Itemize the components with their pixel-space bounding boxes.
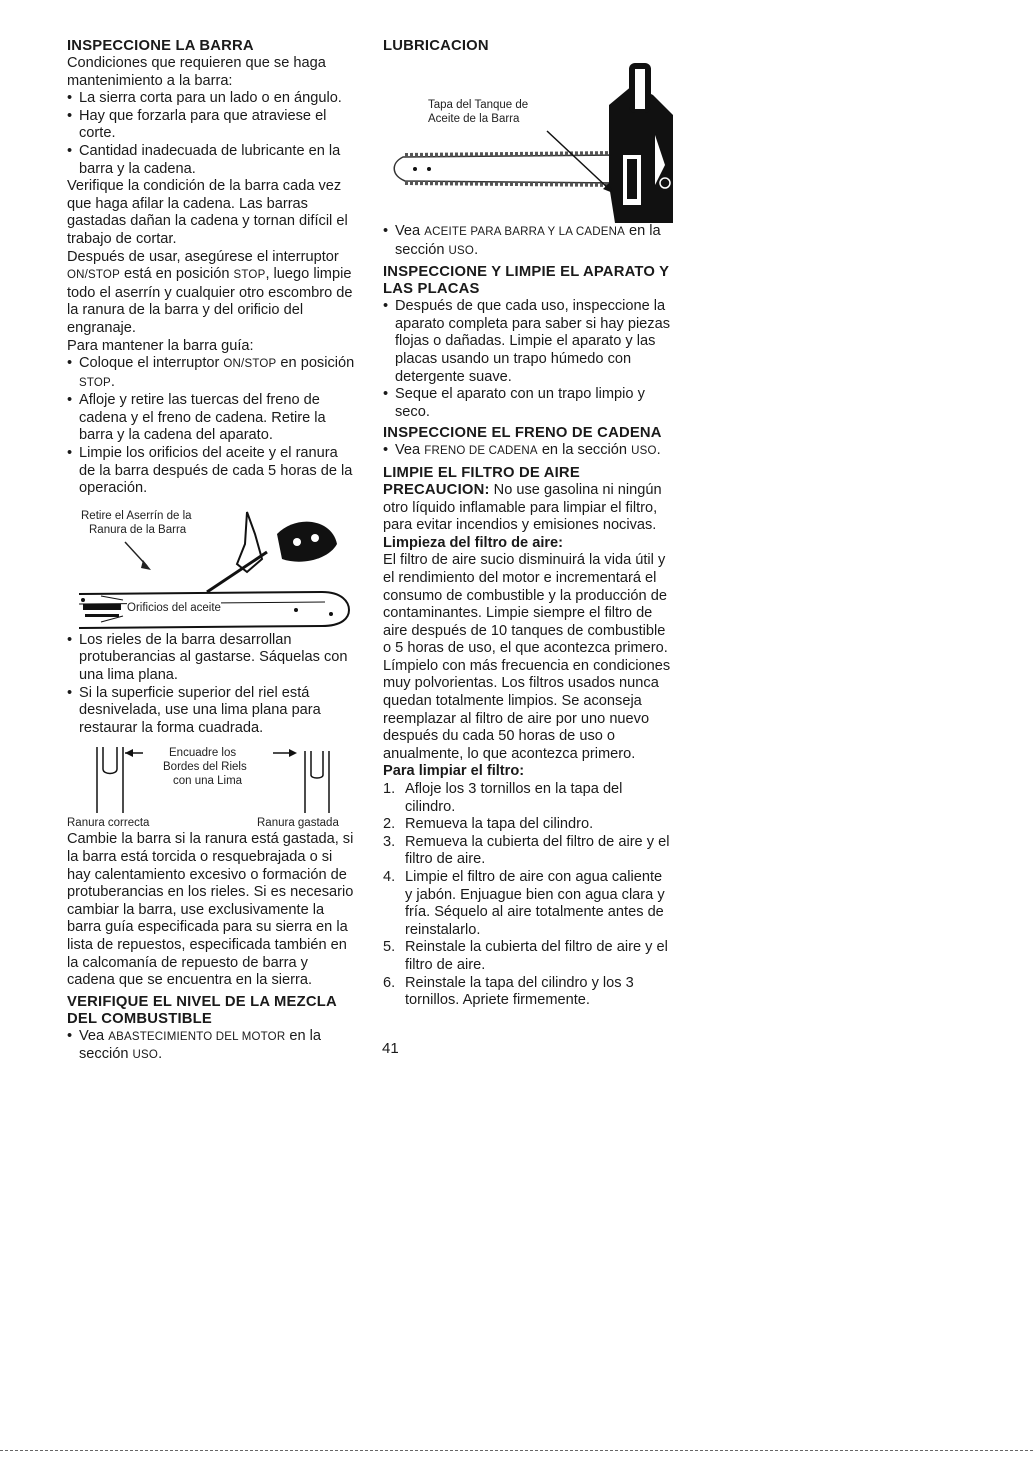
step-1: 1. Afloje los 3 tornillos en la tapa del cilindro. <box>383 781 623 815</box>
subheading-clean-filter: Para limpiar el filtro: <box>383 763 525 780</box>
rails-item-2: • Si la superficie superior del riel está desnivelada, use una lima plana para restaurar la forma cuadrada. <box>67 685 357 738</box>
paragraph-filter: El filtro de aire sucio disminuirá la vida útil y el rendimiento del motor e incrementará el consumo de combustible y la producción de contaminantes. Limpie siempre el filtro de aire después de 10 tanques de combustible o 5 horas de uso, el que acontezca primero. Límpielo con más frecuencia en condiciones muy polvorientas. Los filtros usados nunca quedan totalmente limpios. Se aconseja reemplazar al filtro de aire por uno nuevo después du cada 50 horas de uso o anualmente, lo que acontezca primero. <box>383 552 671 762</box>
heading-inspect-clean: INSPECCIONE Y LIMPIE EL APARATO Y LAS PLACAS <box>383 264 669 298</box>
heading-fuel-mix: VERIFIQUE EL NIVEL DE LA MEZCLA DEL COMBUSTIBLE <box>67 993 337 1027</box>
figure-label-remove-sawdust: Retire el Aserrín de la <box>81 509 192 522</box>
lubrication-item-1: • Vea ACEITE PARA BARRA Y LA CADENA en la sección USO. <box>383 223 673 260</box>
figure-oil-tank-cap <box>383 55 673 223</box>
inspect-item-1: • Después de que cada uso, inspeccione la aparato completa para saber si hay piezas flojas o dañadas. Limpie el aparato y las placas usando un trapo húmedo con detergente suave. <box>383 298 673 386</box>
maintain-item-1: • Coloque el interruptor ON/STOP en posición STOP. <box>67 355 357 392</box>
figure-label-bar-oil: Aceite de la Barra <box>428 113 520 125</box>
figure-label-with-file: con una Lima <box>173 775 243 788</box>
step-4: 4. Limpie el filtro de aire con agua caliente y jabón. Enjuague bien con agua clara y fría. Séquelo al aire totalmente antes de reinstalarlo. <box>383 869 665 938</box>
right-column <box>383 38 673 1010</box>
figure-bar-groove <box>67 504 357 632</box>
maintain-item-2: • Afloje y retire las tuercas del freno de cadena y el freno de cadena. Retire la barra y la cadena del aparato. <box>67 392 357 445</box>
heading-inspect-bar: INSPECCIONE LA BARRA <box>67 38 254 54</box>
fuel-item-1: • Vea ABASTECIMIENTO DEL MOTOR en la sección USO. <box>67 1028 357 1065</box>
paragraph-replace-bar: Cambie la barra si la ranura está gastada, si la barra está torcida o resquebrajada o si hay calentamiento excesivo o formación de protuberancias en los rieles. Si es necesario cambiar la barra, use exclusivamente la barra guía especificada para su sierra en la lista de repuestos, especificada también en la calcomanía de repuesto de barra y cadena que se encuentra en la sierra. <box>67 831 354 989</box>
condition-item-3: • Cantidad inadecuada de lubricante en la barra y la cadena. <box>67 143 357 178</box>
maintain-item-3: • Limpie los orificios del aceite y el ranura de la barra después de cada 5 horas de la operación. <box>67 445 357 498</box>
intro-text: Condiciones que requieren que se haga mantenimiento a la barra: <box>67 55 326 89</box>
step-2: 2. Remueva la tapa del cilindro. <box>383 816 594 833</box>
brake-item-1: • Vea FRENO DE CADENA en la sección USO. <box>383 442 673 461</box>
figure-label-worn-groove: Ranura gastada <box>257 817 339 830</box>
bottom-rule <box>0 1450 1033 1451</box>
caution-paragraph: PRECAUCION: No use gasolina ni ningún otro líquido inflamable para limpiar el filtro, para evitar incendios y emisiones nocivas. <box>383 481 662 534</box>
inspect-item-2: • Seque el aparato con un trapo limpio y seco. <box>383 386 673 421</box>
filter-steps-list <box>383 781 673 1010</box>
paragraph-check-bar: Verifique la condición de la barra cada vez que haga afilar la cadena. Las barras gastadas dañan la cadena y tornan difícil el trabajo de cortar. <box>67 178 348 247</box>
step-5: 5. Reinstale la cubierta del filtro de aire y el filtro de aire. <box>383 939 668 973</box>
figure-label-square-edges: Encuadre los <box>169 747 237 760</box>
caution-label: PRECAUCION: <box>383 481 490 498</box>
rails-item-1: • Los rieles de la barra desarrollan protuberancias al gastarse. Sáquelas con una lima plana. <box>67 632 357 685</box>
heading-chain-brake: INSPECCIONE EL FRENO DE CADENA <box>383 425 662 442</box>
heading-lubrication: LUBRICACION <box>383 38 489 54</box>
step-3: 3. Remueva la cubierta del filtro de aire y el filtro de aire. <box>383 833 670 868</box>
paragraph-after-use: Después de usar, asegúrese el interruptor ON/STOP está en posición STOP, luego limpie todo el aserrín y cualquier otro escombro de la ranura de la barra y del orificio del engranaje. <box>67 248 353 336</box>
condition-item-1: • La sierra corta para un lado o en ángulo. <box>67 90 357 108</box>
figure-label-rail-edges: Bordes del Riels <box>163 761 247 774</box>
figure-label-bar-groove: Ranura de la Barra <box>89 523 187 536</box>
left-column <box>67 38 357 1065</box>
condition-item-2: • Hay que forzarla para que atraviese el corte. <box>67 108 357 143</box>
heading-air-filter: LIMPIE EL FILTRO DE AIRE <box>383 464 580 481</box>
chainsaw-illustration <box>383 55 673 223</box>
page-number: 41 <box>382 1040 399 1057</box>
figure-label-tank-cap: Tapa del Tanque de <box>428 99 529 111</box>
step-6: 6. Reinstale la tapa del cilindro y los 3 tornillos. Apriete firmemente. <box>383 974 634 1009</box>
paragraph-maintain: Para mantener la barra guía: <box>67 337 254 354</box>
figure-groove-profiles <box>67 741 357 831</box>
figure-label-oil-holes: Orificios del aceite <box>127 601 221 614</box>
figure-label-correct-groove: Ranura correcta <box>67 817 150 830</box>
subheading-filter-cleaning: Limpieza del filtro de aire: <box>383 534 564 551</box>
